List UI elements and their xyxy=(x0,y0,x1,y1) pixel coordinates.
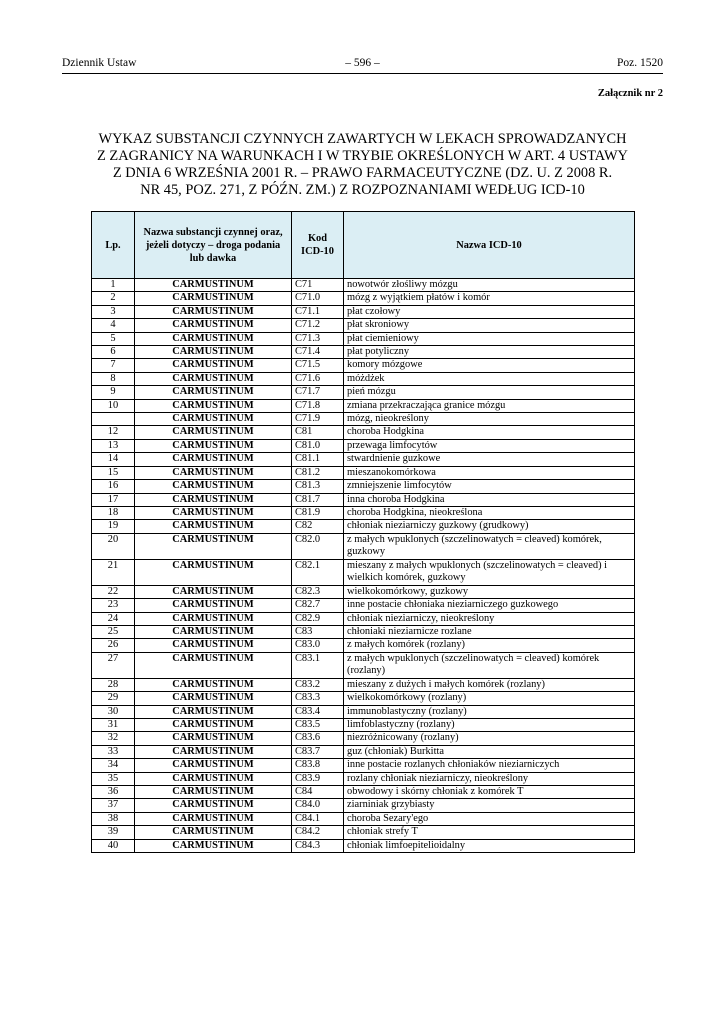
cell-code: C81.7 xyxy=(292,493,344,506)
cell-lp: 21 xyxy=(92,559,135,585)
cell-name: inne postacie rozlanych chłoniaków nieziarniczych xyxy=(344,759,635,772)
cell-code: C71.9 xyxy=(292,413,344,426)
table-row xyxy=(92,718,635,731)
cell-substance: CARMUSTINUM xyxy=(135,359,292,372)
cell-code: C81.3 xyxy=(292,480,344,493)
table-row xyxy=(92,759,635,772)
cell-lp: 39 xyxy=(92,826,135,839)
cell-name: mieszany z dużych i małych komórek (rozlany) xyxy=(344,678,635,691)
cell-name: chłoniak nieziarniczy, nieokreślony xyxy=(344,612,635,625)
cell-code: C83.3 xyxy=(292,692,344,705)
cell-code: C83.4 xyxy=(292,705,344,718)
cell-lp: 19 xyxy=(92,520,135,533)
cell-name: z małych wpuklonych (szczelinowatych = cleaved) komórek (rozlany) xyxy=(344,652,635,678)
table-row xyxy=(92,799,635,812)
cell-lp: 32 xyxy=(92,732,135,745)
cell-substance: CARMUSTINUM xyxy=(135,292,292,305)
cell-substance: CARMUSTINUM xyxy=(135,466,292,479)
cell-lp: 12 xyxy=(92,426,135,439)
cell-lp: 36 xyxy=(92,786,135,799)
table-row xyxy=(92,599,635,612)
cell-substance: CARMUSTINUM xyxy=(135,372,292,385)
header-name: Nazwa ICD-10 xyxy=(344,212,635,279)
cell-code: C83.7 xyxy=(292,745,344,758)
cell-substance: CARMUSTINUM xyxy=(135,826,292,839)
cell-lp: 38 xyxy=(92,812,135,825)
journal-name: Dziennik Ustaw xyxy=(62,57,137,69)
table-row xyxy=(92,639,635,652)
table-row xyxy=(92,480,635,493)
cell-code: C83 xyxy=(292,625,344,638)
cell-lp: 20 xyxy=(92,533,135,559)
cell-substance: CARMUSTINUM xyxy=(135,639,292,652)
cell-code: C84.2 xyxy=(292,826,344,839)
cell-lp: 37 xyxy=(92,799,135,812)
table-row xyxy=(92,678,635,691)
table-row xyxy=(92,506,635,519)
cell-name: choroba Hodgkina xyxy=(344,426,635,439)
cell-code: C83.1 xyxy=(292,652,344,678)
cell-code: C71.2 xyxy=(292,319,344,332)
cell-code: C81.2 xyxy=(292,466,344,479)
cell-substance: CARMUSTINUM xyxy=(135,812,292,825)
cell-substance: CARMUSTINUM xyxy=(135,772,292,785)
cell-substance: CARMUSTINUM xyxy=(135,799,292,812)
cell-name: chłoniak strefy T xyxy=(344,826,635,839)
cell-substance: CARMUSTINUM xyxy=(135,678,292,691)
header-rule xyxy=(62,73,663,74)
cell-substance: CARMUSTINUM xyxy=(135,612,292,625)
cell-lp: 27 xyxy=(92,652,135,678)
table-row xyxy=(92,585,635,598)
table-row xyxy=(92,439,635,452)
cell-name: choroba Hodgkina, nieokreślona xyxy=(344,506,635,519)
cell-code: C81.0 xyxy=(292,439,344,452)
cell-name: chłoniak limfoepitelioidalny xyxy=(344,839,635,852)
cell-lp: 13 xyxy=(92,439,135,452)
cell-code: C83.2 xyxy=(292,678,344,691)
cell-name: ziarniniak grzybiasty xyxy=(344,799,635,812)
icd-table xyxy=(91,211,635,853)
cell-substance: CARMUSTINUM xyxy=(135,305,292,318)
table-header-row xyxy=(92,212,635,279)
cell-name: mieszanokomórkowa xyxy=(344,466,635,479)
cell-substance: CARMUSTINUM xyxy=(135,399,292,412)
cell-code: C82.3 xyxy=(292,585,344,598)
table-row xyxy=(92,839,635,852)
table-row xyxy=(92,520,635,533)
cell-code: C84 xyxy=(292,786,344,799)
cell-lp: 7 xyxy=(92,359,135,372)
title-line: Z ZAGRANICY NA WARUNKACH I W TRYBIE OKREŚLONYCH W ART. 4 USTAWY xyxy=(97,148,628,164)
table-row xyxy=(92,625,635,638)
cell-substance: CARMUSTINUM xyxy=(135,718,292,731)
table-row xyxy=(92,786,635,799)
table-row xyxy=(92,652,635,678)
cell-lp: 2 xyxy=(92,292,135,305)
cell-code: C71.7 xyxy=(292,386,344,399)
title-line: NR 45, POZ. 271, Z PÓŹN. ZM.) Z ROZPOZNANIAMI WEDŁUG ICD-10 xyxy=(140,182,585,198)
page-header xyxy=(62,57,663,73)
header-lp: Lp. xyxy=(92,212,135,279)
cell-code: C82 xyxy=(292,520,344,533)
cell-lp: 15 xyxy=(92,466,135,479)
table-row xyxy=(92,559,635,585)
cell-substance: CARMUSTINUM xyxy=(135,319,292,332)
cell-lp: 1 xyxy=(92,279,135,292)
cell-lp: 26 xyxy=(92,639,135,652)
title-line: WYKAZ SUBSTANCJI CZYNNYCH ZAWARTYCH W LEKACH SPROWADZANYCH xyxy=(98,131,627,147)
page-number: – 596 – xyxy=(345,57,380,69)
table-row xyxy=(92,359,635,372)
cell-code: C82.0 xyxy=(292,533,344,559)
cell-name: rozlany chłoniak nieziarniczy, nieokreślony xyxy=(344,772,635,785)
cell-code: C71.1 xyxy=(292,305,344,318)
cell-code: C71 xyxy=(292,279,344,292)
cell-lp: 9 xyxy=(92,386,135,399)
header-substance: Nazwa substancji czynnej oraz, jeżeli dotyczy – droga podania lub dawka xyxy=(135,212,292,279)
cell-substance: CARMUSTINUM xyxy=(135,786,292,799)
cell-substance: CARMUSTINUM xyxy=(135,652,292,678)
cell-name: wielkokomórkowy, guzkowy xyxy=(344,585,635,598)
cell-lp: 10 xyxy=(92,399,135,412)
cell-substance: CARMUSTINUM xyxy=(135,279,292,292)
cell-lp: 22 xyxy=(92,585,135,598)
cell-code: C71.0 xyxy=(292,292,344,305)
cell-code: C84.0 xyxy=(292,799,344,812)
cell-code: C71.5 xyxy=(292,359,344,372)
cell-substance: CARMUSTINUM xyxy=(135,559,292,585)
cell-substance: CARMUSTINUM xyxy=(135,332,292,345)
cell-substance: CARMUSTINUM xyxy=(135,705,292,718)
cell-name: nowotwór złośliwy mózgu xyxy=(344,279,635,292)
table-row xyxy=(92,413,635,426)
cell-lp: 18 xyxy=(92,506,135,519)
table-row xyxy=(92,319,635,332)
table-row xyxy=(92,453,635,466)
cell-substance: CARMUSTINUM xyxy=(135,386,292,399)
cell-lp: 24 xyxy=(92,612,135,625)
cell-substance: CARMUSTINUM xyxy=(135,426,292,439)
cell-lp: 35 xyxy=(92,772,135,785)
cell-code: C84.1 xyxy=(292,812,344,825)
cell-lp: 31 xyxy=(92,718,135,731)
cell-substance: CARMUSTINUM xyxy=(135,453,292,466)
cell-code: C81.1 xyxy=(292,453,344,466)
cell-code: C84.3 xyxy=(292,839,344,852)
cell-name: zmniejszenie limfocytów xyxy=(344,480,635,493)
cell-substance: CARMUSTINUM xyxy=(135,839,292,852)
document-title xyxy=(62,131,663,199)
cell-code: C83.5 xyxy=(292,718,344,731)
cell-substance: CARMUSTINUM xyxy=(135,599,292,612)
cell-substance: CARMUSTINUM xyxy=(135,493,292,506)
cell-substance: CARMUSTINUM xyxy=(135,506,292,519)
cell-name: płat ciemieniowy xyxy=(344,332,635,345)
cell-substance: CARMUSTINUM xyxy=(135,625,292,638)
cell-substance: CARMUSTINUM xyxy=(135,413,292,426)
header-code: Kod ICD-10 xyxy=(292,212,344,279)
table-row xyxy=(92,346,635,359)
cell-lp: 30 xyxy=(92,705,135,718)
cell-name: chłoniaki nieziarnicze rozlane xyxy=(344,625,635,638)
cell-code: C82.9 xyxy=(292,612,344,625)
cell-substance: CARMUSTINUM xyxy=(135,732,292,745)
cell-code: C83.0 xyxy=(292,639,344,652)
cell-name: mózg, nieokreślony xyxy=(344,413,635,426)
cell-name: przewaga limfocytów xyxy=(344,439,635,452)
cell-substance: CARMUSTINUM xyxy=(135,692,292,705)
cell-substance: CARMUSTINUM xyxy=(135,759,292,772)
annex-label: Załącznik nr 2 xyxy=(597,88,663,99)
title-line: Z DNIA 6 WRZEŚNIA 2001 R. – PRAWO FARMACEUTYCZNE (DZ. U. Z 2008 R. xyxy=(112,165,613,181)
cell-lp: 4 xyxy=(92,319,135,332)
cell-name: inne postacie chłoniaka nieziarniczego guzkowego xyxy=(344,599,635,612)
table-row xyxy=(92,305,635,318)
table-row xyxy=(92,692,635,705)
cell-code: C82.1 xyxy=(292,559,344,585)
table-row xyxy=(92,772,635,785)
table-row xyxy=(92,332,635,345)
table-row xyxy=(92,493,635,506)
cell-code: C81.9 xyxy=(292,506,344,519)
cell-code: C82.7 xyxy=(292,599,344,612)
cell-substance: CARMUSTINUM xyxy=(135,533,292,559)
cell-substance: CARMUSTINUM xyxy=(135,520,292,533)
cell-name: niezróżnicowany (rozlany) xyxy=(344,732,635,745)
table-row xyxy=(92,826,635,839)
table-row xyxy=(92,533,635,559)
cell-lp: 16 xyxy=(92,480,135,493)
table-row xyxy=(92,732,635,745)
cell-code: C71.8 xyxy=(292,399,344,412)
cell-name: mieszany z małych wpuklonych (szczelinowatych = cleaved) i wielkich komórek, guzkowy xyxy=(344,559,635,585)
position-number: Poz. 1520 xyxy=(617,57,663,69)
table-row xyxy=(92,292,635,305)
cell-code: C81 xyxy=(292,426,344,439)
cell-name: płat skroniowy xyxy=(344,319,635,332)
cell-lp: 3 xyxy=(92,305,135,318)
cell-substance: CARMUSTINUM xyxy=(135,346,292,359)
table-row xyxy=(92,399,635,412)
cell-name: móżdżek xyxy=(344,372,635,385)
cell-name: z małych komórek (rozlany) xyxy=(344,639,635,652)
cell-lp: 14 xyxy=(92,453,135,466)
table-row xyxy=(92,426,635,439)
cell-substance: CARMUSTINUM xyxy=(135,480,292,493)
cell-name: płat czołowy xyxy=(344,305,635,318)
cell-code: C71.6 xyxy=(292,372,344,385)
cell-name: stwardnienie guzkowe xyxy=(344,453,635,466)
cell-name: obwodowy i skórny chłoniak z komórek T xyxy=(344,786,635,799)
cell-name: chłoniak nieziarniczy guzkowy (grudkowy) xyxy=(344,520,635,533)
cell-code: C71.4 xyxy=(292,346,344,359)
cell-lp: 33 xyxy=(92,745,135,758)
cell-lp: 17 xyxy=(92,493,135,506)
cell-lp: 23 xyxy=(92,599,135,612)
cell-name: płat potyliczny xyxy=(344,346,635,359)
cell-code: C83.8 xyxy=(292,759,344,772)
table-row xyxy=(92,466,635,479)
table-row xyxy=(92,612,635,625)
cell-name: choroba Sezary'ego xyxy=(344,812,635,825)
cell-name: immunoblastyczny (rozlany) xyxy=(344,705,635,718)
table-row xyxy=(92,745,635,758)
cell-code: C83.6 xyxy=(292,732,344,745)
cell-lp: 6 xyxy=(92,346,135,359)
cell-substance: CARMUSTINUM xyxy=(135,585,292,598)
cell-code: C83.9 xyxy=(292,772,344,785)
table-body xyxy=(92,279,635,853)
cell-lp: 28 xyxy=(92,678,135,691)
cell-lp: 5 xyxy=(92,332,135,345)
cell-name: guz (chłoniak) Burkitta xyxy=(344,745,635,758)
cell-lp: 8 xyxy=(92,372,135,385)
cell-name: mózg z wyjątkiem płatów i komór xyxy=(344,292,635,305)
cell-name: wielkokomórkowy (rozlany) xyxy=(344,692,635,705)
cell-name: inna choroba Hodgkina xyxy=(344,493,635,506)
table-row xyxy=(92,705,635,718)
cell-substance: CARMUSTINUM xyxy=(135,745,292,758)
cell-name: pień mózgu xyxy=(344,386,635,399)
cell-code: C71.3 xyxy=(292,332,344,345)
cell-substance: CARMUSTINUM xyxy=(135,439,292,452)
cell-name: z małych wpuklonych (szczelinowatych = cleaved) komórek, guzkowy xyxy=(344,533,635,559)
cell-name: limfoblastyczny (rozlany) xyxy=(344,718,635,731)
table-row xyxy=(92,386,635,399)
table-row xyxy=(92,279,635,292)
cell-lp xyxy=(92,413,135,426)
table-row xyxy=(92,372,635,385)
cell-lp: 29 xyxy=(92,692,135,705)
cell-lp: 34 xyxy=(92,759,135,772)
table-row xyxy=(92,812,635,825)
cell-name: komory mózgowe xyxy=(344,359,635,372)
cell-name: zmiana przekraczająca granice mózgu xyxy=(344,399,635,412)
cell-lp: 40 xyxy=(92,839,135,852)
cell-lp: 25 xyxy=(92,625,135,638)
